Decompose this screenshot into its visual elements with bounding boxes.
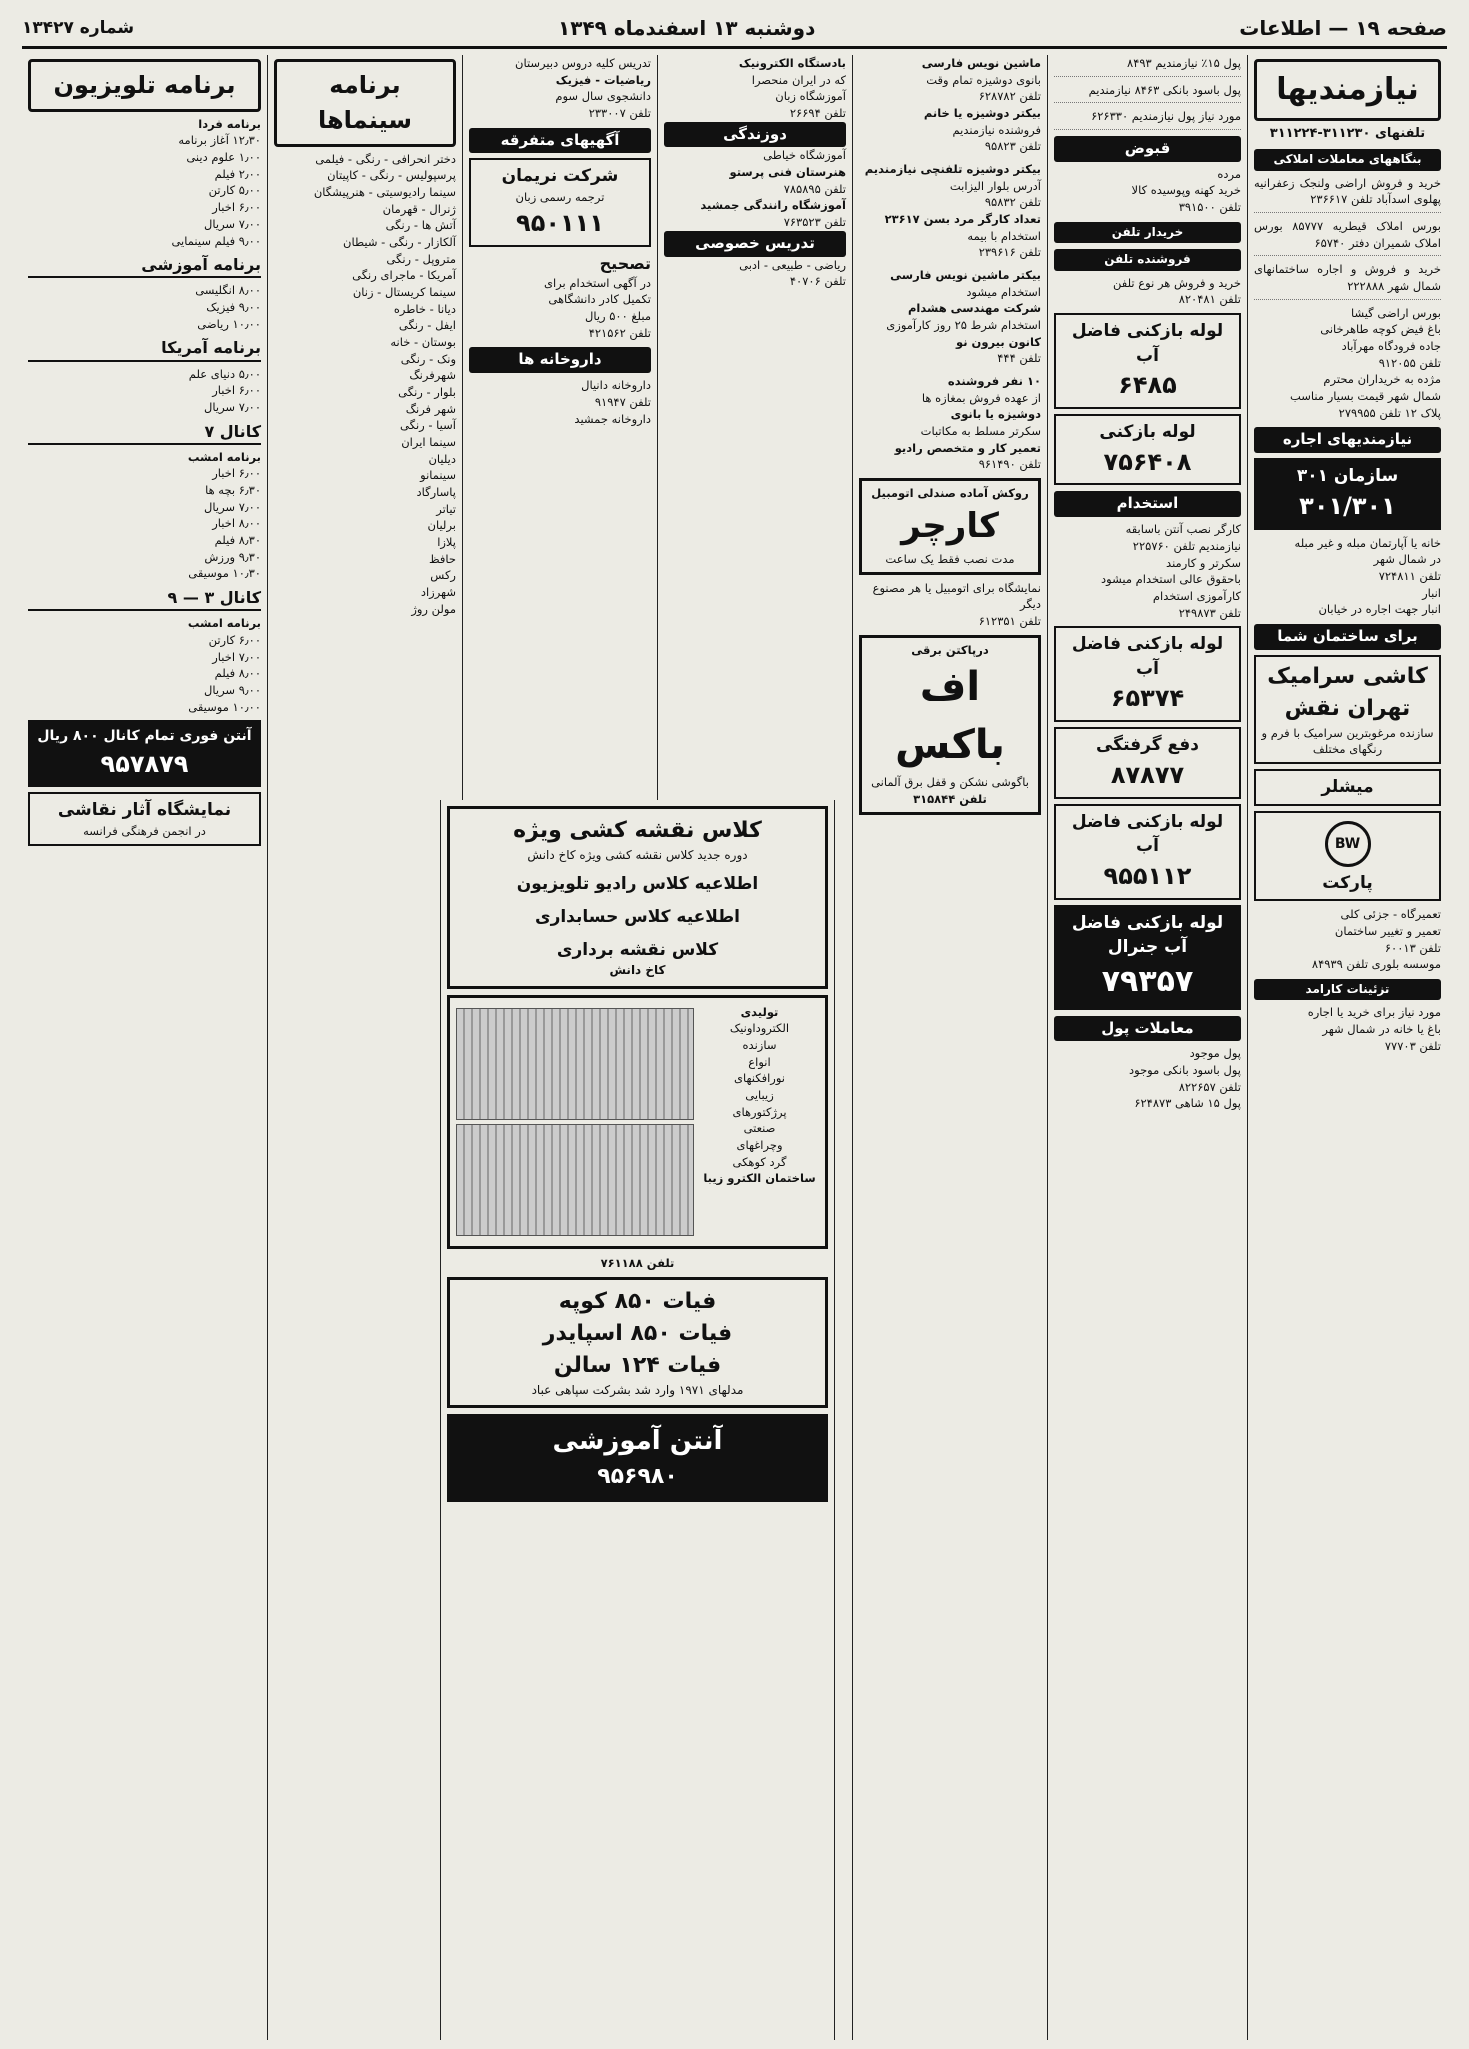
ad-box-title: لوله بازکنی فاضل آب bbox=[1071, 811, 1224, 857]
cinema-item: آمریکا - ماجرای رنگی bbox=[352, 268, 456, 283]
section-rent: نیازمندیهای اجاره bbox=[1254, 427, 1441, 453]
tv-item: ۷٫۰۰ سریال bbox=[204, 399, 261, 414]
ad-line: تلفن ۲۳۹۶۱۶ bbox=[978, 245, 1041, 260]
ad-line: فروشنده نیازمندیم bbox=[952, 122, 1041, 137]
tv-channel7-title: کانال ۷ bbox=[28, 420, 261, 445]
ad-box-phone: تلفن ۳۱۵۸۴۴ bbox=[913, 792, 987, 807]
lamp-image-icon bbox=[456, 1008, 694, 1120]
ad-box-number: ۷۵۶۴۰۸ bbox=[1103, 447, 1192, 476]
ad-line: خرید و فروش هر نوع تلفن bbox=[1113, 275, 1241, 290]
cinema-item: شهرفرنگ bbox=[409, 368, 456, 383]
ad-line: شمال شهر قیمت بسیار مناسب bbox=[1289, 389, 1441, 404]
ad-box-title: اطلاعیه کلاس رادیو تلویزیون bbox=[516, 874, 759, 895]
ad-line: مرده bbox=[1217, 166, 1241, 181]
ad-real-estate-2: بورس املاک قیطریه ۸۵۷۷۷ بورس املاک شمیران دفتر ۶۵۷۴۰ bbox=[1254, 218, 1441, 256]
tv-item: ۲٫۰۰ فیلم bbox=[214, 166, 261, 181]
tv-item: ۹٫۰۰ فیلم سینمایی bbox=[171, 233, 261, 248]
ad-line: تلفن ۲۶۶۹۴ bbox=[789, 106, 846, 121]
ad-line: سکرتر و کارمند bbox=[1166, 555, 1241, 570]
cinema-item: شهر فرنگ bbox=[405, 401, 456, 416]
classifieds-title: نیازمندیها bbox=[1254, 59, 1441, 121]
lighting-text bbox=[700, 1004, 819, 1240]
ad-line: تلفن ۷۷۷۰۳ bbox=[1384, 1038, 1441, 1053]
ad-line: استخدام با بیمه bbox=[967, 228, 1041, 243]
cinema-item: دیلیان bbox=[428, 451, 456, 466]
ad-box-text: دوره جدید کلاس نقشه کشی ویژه کاخ دانش bbox=[527, 847, 748, 862]
tv-item: برنامه امشب bbox=[187, 616, 261, 631]
ad-lines-3-5 bbox=[859, 580, 1041, 630]
ad-lines-4 bbox=[1254, 1004, 1441, 1054]
ad-line: تلفن ۲۴۹۸۷۳ bbox=[1178, 605, 1241, 620]
ad-line: در آگهی استخدام برای bbox=[543, 275, 651, 290]
ad-money-2: پول باسود بانکی ۸۴۶۳ نیازمندیم bbox=[1054, 82, 1241, 104]
bw-logo-icon: BW bbox=[1325, 821, 1371, 867]
cinema-list bbox=[274, 151, 456, 618]
ad-line: تلفن ۶۰۰۱۳ bbox=[1384, 940, 1441, 955]
ad-box-title: شرکت نریمان bbox=[501, 166, 619, 187]
ad-lighting-phone: تلفن ۷۶۱۱۸۸ bbox=[600, 1255, 675, 1270]
ad-line: تلفن ۶۲۸۷۸۲ bbox=[978, 89, 1041, 104]
ad-line: باغ یا خانه در شمال شهر bbox=[1322, 1021, 1441, 1036]
ad-line: انبار bbox=[1422, 585, 1441, 600]
ad-line: صنعتی bbox=[743, 1121, 776, 1136]
ad-line: تلفن ۴۴۴ bbox=[997, 351, 1041, 366]
ad-line: استخدام میشود bbox=[966, 284, 1041, 299]
ad-box-text: در انجمن فرهنگی فرانسه bbox=[83, 824, 206, 839]
ad-line: باحقوق عالی استخدام میشود bbox=[1101, 572, 1241, 587]
ad-line: جاده فرودگاه مهرآباد bbox=[1341, 339, 1441, 354]
cinema-item: دختر انحرافی - رنگی - فیلمی bbox=[315, 151, 456, 166]
page-number: صفحه ۱۹ — اطلاعات bbox=[1239, 16, 1447, 40]
ad-line: تولیدی bbox=[740, 1004, 779, 1019]
section-building: برای ساختمان شما bbox=[1254, 624, 1441, 650]
ad-line: ریاضیات - فیزیک bbox=[555, 72, 651, 87]
ad-line: بورس اراضی گیشا bbox=[1350, 305, 1441, 320]
ad-line: تلفن ۹۱۹۴۷ bbox=[594, 394, 651, 409]
ad-line: انواع bbox=[748, 1054, 771, 1069]
ad-line: پول موجود bbox=[1189, 1046, 1241, 1061]
ad-line: تلفن ۶۱۲۳۵۱ bbox=[978, 614, 1041, 629]
ad-line: خانه یا آپارتمان مبله و غیر مبله bbox=[1294, 535, 1441, 550]
ad-line: تکمیل کادر دانشگاهی bbox=[548, 292, 651, 307]
ad-lines-phone bbox=[1054, 275, 1241, 308]
cinema-item: رکس bbox=[430, 568, 456, 583]
tv-item: ۸٫۰۰ فیلم bbox=[214, 666, 261, 681]
ad-box-title: آنتن فوری تمام کانال ۸۰۰ ریال bbox=[37, 728, 252, 745]
floodlight-image-icon bbox=[456, 1124, 694, 1236]
section-pharmacies: داروخانه ها bbox=[469, 347, 651, 373]
ad-lines-5-2 bbox=[469, 252, 651, 342]
section-employment: استخدام bbox=[1054, 491, 1241, 517]
ad-box-mischler bbox=[1254, 769, 1441, 806]
ad-line: از عهده فروش بمغازه ها bbox=[921, 390, 1041, 405]
ad-line: تلفن ۷۲۴۸۱۱ bbox=[1378, 569, 1441, 583]
ad-drafting-class bbox=[447, 806, 828, 989]
ad-line: پول ۱۵ شاهی ۶۲۴۸۷۳ bbox=[1134, 1096, 1241, 1111]
ad-box-title: لوله بازکنی فاضل آب bbox=[1071, 320, 1224, 366]
ad-box-plumbing-1 bbox=[1054, 313, 1241, 409]
ad-box-number: ۸۷۸۷۷ bbox=[1110, 760, 1185, 789]
ad-box-title: سازمان ۳۰۱ bbox=[1296, 466, 1399, 487]
cinemas-title: برنامه سینماها bbox=[274, 59, 456, 147]
ad-line: تلفن ۴۰۷۰۶ bbox=[789, 274, 846, 289]
ad-line: تعمیرگاه - جزئی کلی bbox=[1340, 907, 1441, 922]
section-receipts: قبوض bbox=[1054, 136, 1241, 162]
ad-line: الکتروداونیک bbox=[729, 1021, 790, 1036]
ad-box-title: اطلاعیه کلاس حسابداری bbox=[534, 906, 741, 927]
ad-line: تلفن ۸۲۲۶۵۷ bbox=[1178, 1079, 1241, 1094]
ad-box-plumbing-2 bbox=[1054, 414, 1241, 485]
ad-box-title: لوله بازکنی فاضل آب جنرال bbox=[1071, 912, 1224, 958]
ad-line: بادستگاه الکترونیک bbox=[738, 56, 846, 70]
ad-line: تصحیح bbox=[599, 253, 651, 273]
ad-line: خرید کهنه وپوسیده کالا bbox=[1131, 183, 1241, 198]
tv-channel3-title: کانال ۳ — ۹ bbox=[28, 586, 261, 611]
section-phone-buyer: خریدار تلفن bbox=[1054, 222, 1241, 243]
ad-lines-4-2 bbox=[664, 197, 846, 289]
cinema-item: پاسارگاد bbox=[416, 485, 456, 500]
ad-line: موسسه بلوری تلفن ۸۴۹۳۹ bbox=[1311, 957, 1441, 972]
tv-item: ۹٫۰۰ سریال bbox=[204, 683, 261, 698]
ad-line: نورافکنهای bbox=[733, 1071, 785, 1086]
ad-box-brand: کارچر bbox=[901, 505, 999, 546]
tv-educational-title: برنامه آموزشی bbox=[28, 253, 261, 278]
tv-item: ۹٫۳۰ ورزش bbox=[204, 549, 261, 564]
cinema-item: بوستان - خانه bbox=[390, 334, 456, 349]
ad-box-plumbing-3 bbox=[1054, 626, 1241, 722]
ad-line: وچراغهای bbox=[736, 1137, 783, 1152]
ad-line: نیازمندیم تلفن ۲۲۵۷۶۰ bbox=[1132, 538, 1241, 553]
ad-box-title: میشلر bbox=[1321, 776, 1374, 797]
column-classifieds-1 bbox=[1247, 55, 1447, 2040]
ad-real-estate-1: خرید و فروش اراضی ولنجک زعفرانیه پهلوی اسدآباد تلفن ۲۳۶۶۱۷ bbox=[1254, 175, 1441, 213]
ad-box-antenna-all bbox=[28, 720, 261, 787]
ad-real-estate-3: خرید و فروش و اجاره ساختمانهای شمال شهر ۲۲۲۸۸۸ bbox=[1254, 261, 1441, 299]
ad-line: تلفن ۴۲۱۵۶۲ bbox=[588, 325, 651, 340]
column-tv bbox=[22, 55, 267, 2040]
classifieds-phones: تلفنهای ۳۱۱۲۳۰-۳۱۱۲۲۴ bbox=[1269, 125, 1426, 141]
tv-list bbox=[28, 116, 261, 249]
cinema-item: سینما ایران bbox=[401, 435, 456, 450]
ad-lines-2 bbox=[1254, 535, 1441, 618]
column-classifieds-3 bbox=[852, 55, 1047, 2040]
ad-line: مژده به خریداران محترم bbox=[1323, 372, 1441, 387]
ad-box-301 bbox=[1254, 458, 1441, 529]
ad-lines-5-3 bbox=[469, 377, 651, 427]
ad-line: کارگر نصب آنتن باسابقه bbox=[1125, 522, 1241, 537]
cinema-item: آسیا - رنگی bbox=[400, 418, 456, 433]
ad-line: تلفن ۹۶۱۴۹۰ bbox=[978, 457, 1041, 472]
ad-line: هنرستان فنی پرستو bbox=[729, 165, 846, 180]
ad-box-text: مدت نصب فقط یک ساعت bbox=[885, 552, 1015, 567]
ad-line: آموزشگاه رانندگی جمشید bbox=[700, 198, 846, 213]
ad-line: آموزشگاه خیاطی bbox=[763, 148, 846, 163]
ad-line: ۱۰ نفر فروشنده bbox=[947, 374, 1041, 389]
ad-box-title: درپاکتن برقی bbox=[911, 642, 989, 657]
ad-line: بانوی دوشیزه تمام وقت bbox=[926, 72, 1041, 87]
ad-lines-3-3 bbox=[859, 267, 1041, 367]
cinema-item: سینمانو bbox=[420, 468, 456, 483]
ad-line: ریاضی - طبیعی - ادبی bbox=[739, 257, 846, 272]
ad-antenna-education bbox=[447, 1414, 828, 1502]
tv-item: برنامه امشب bbox=[187, 449, 261, 464]
ad-box-tile bbox=[1254, 655, 1441, 764]
tv-item: ۷٫۰۰ سریال bbox=[204, 499, 261, 514]
ad-box-art-exhibition bbox=[28, 792, 261, 845]
tv-item: ۶٫۰۰ اخبار bbox=[212, 200, 261, 215]
ad-lines-3-4 bbox=[859, 373, 1041, 473]
section-decor: تزئینات کارامد bbox=[1254, 979, 1441, 1000]
ad-line: داروخانه جمشید bbox=[574, 411, 651, 426]
ad-box-number: ۶۴۸۵ bbox=[1118, 371, 1177, 400]
section-phone-seller: فروشنده تلفن bbox=[1054, 249, 1241, 270]
ad-line: ساختمان الکترو زیبا bbox=[703, 1171, 816, 1186]
masthead bbox=[22, 10, 1447, 49]
cinema-item: دیانا - خاطره bbox=[393, 301, 456, 316]
ad-line: زیبایی bbox=[745, 1087, 774, 1102]
ad-line: تدریس کلیه دروس دبیرستان bbox=[515, 56, 651, 70]
ad-line: آدرس بلوار الیزابت bbox=[949, 178, 1041, 193]
ad-line: تعداد کارگر مرد بسن ۲۳۶۱۷ bbox=[884, 212, 1041, 227]
ad-line: در شمال شهر bbox=[1373, 552, 1441, 567]
cinema-item: پرسپولیس - رنگی - کاپیتان bbox=[327, 168, 456, 183]
ad-line: کانون بیرون نو bbox=[955, 334, 1041, 349]
tv-channel3-list bbox=[28, 615, 261, 715]
ad-box-number: ۷۹۳۵۷ bbox=[1101, 964, 1194, 1000]
tv-item: ۱٫۰۰ علوم دینی bbox=[186, 150, 261, 165]
cinema-item: حافظ bbox=[428, 551, 456, 566]
ad-box-title: نمایشگاه آثار نقاشی bbox=[57, 800, 232, 821]
ad-line: تلفن ۸۲۰۴۸۱ bbox=[1178, 292, 1241, 307]
tv-channel7-list bbox=[28, 449, 261, 582]
tv-title: برنامه تلویزیون bbox=[28, 59, 261, 112]
ad-box-text: سازنده مرغوبترین سرامیک با فرم و رنگهای مختلف bbox=[1261, 725, 1434, 757]
ad-box-title: لوله بازکنی فاضل آب bbox=[1071, 634, 1224, 679]
cinema-item: پلازا bbox=[437, 535, 456, 550]
section-private-tutoring: تدریس خصوصی bbox=[664, 231, 846, 257]
ad-box-number: ۹۵۷۸۷۹ bbox=[100, 749, 189, 778]
tv-item: برنامه فردا bbox=[198, 116, 261, 131]
tv-item: ۶٫۰۰ اخبار bbox=[212, 466, 261, 481]
ad-box-title: لوله بازکنی bbox=[1099, 421, 1196, 442]
ad-box-brand: اف باکس bbox=[895, 664, 1005, 769]
wide-ads-area bbox=[440, 800, 835, 2040]
ad-line: تعمیر و تغییر ساختمان bbox=[1334, 923, 1441, 938]
ad-box-karcher bbox=[859, 478, 1041, 575]
ad-box-general bbox=[1054, 905, 1241, 1010]
cinema-item: سینما رادیوسیتی - هنرپیشگان bbox=[313, 184, 456, 199]
ad-line: تلفن ۳۹۱۵۰۰ bbox=[1178, 200, 1241, 215]
cinema-item: شهرزاد bbox=[420, 585, 456, 600]
ad-line: شرکت مهندسی هشدام bbox=[907, 301, 1041, 316]
cinema-item: سینما کریستال - زنان bbox=[352, 284, 456, 299]
cinema-item: آلکازار - رنگی - شیطان bbox=[343, 234, 456, 249]
ad-box-title: فیات ۱۲۴ سالن bbox=[553, 1353, 722, 1379]
ad-box-number: ۹۵۵۱۱۲ bbox=[1103, 862, 1192, 890]
column-classifieds-2 bbox=[1047, 55, 1247, 2040]
ad-lines-5-1 bbox=[469, 55, 651, 122]
ad-line: مبلغ ۵۰۰ ریال bbox=[584, 309, 651, 324]
ad-line: مورد نیاز برای خرید یا اجاره bbox=[1307, 1005, 1441, 1020]
ad-box-nariman bbox=[469, 158, 651, 246]
ad-box-title: کلاس نقشه کشی ویژه bbox=[513, 818, 762, 843]
ad-line: دوشیزه یا بانوی bbox=[950, 407, 1041, 422]
tv-educational-list bbox=[28, 282, 261, 332]
tv-item: ۸٫۰۰ اخبار bbox=[212, 516, 261, 531]
ad-line: گرد کوهکی bbox=[732, 1154, 787, 1169]
cinema-item: متروپل - رنگی bbox=[386, 251, 456, 266]
ad-box-plumbing-4 bbox=[1054, 804, 1241, 900]
tv-item: ۱۰٫۰۰ موسیقی bbox=[188, 699, 261, 714]
ad-money-3: مورد نیاز پول نیازمندیم ۶۲۶۳۳۰ bbox=[1054, 108, 1241, 130]
cinema-item: ژنرال - قهرمان bbox=[382, 201, 456, 216]
tv-america-title: برنامه آمریکا bbox=[28, 336, 261, 361]
cinema-item: بلوار - رنگی bbox=[398, 385, 456, 399]
tv-item: ۱۰٫۰۰ ریاضی bbox=[197, 316, 261, 331]
ad-line: کارآموزی استخدام bbox=[1152, 588, 1241, 603]
section-misc: آگهیهای متفرقه bbox=[469, 128, 651, 154]
ad-lines-receipts bbox=[1054, 166, 1241, 216]
ad-box-text: کاخ دانش bbox=[609, 963, 666, 978]
ad-money-1: پول ۱۵٪ نیازمندیم ۸۴۹۳ bbox=[1054, 55, 1241, 77]
ad-box-text: باگوشی نشکن و قفل برق آلمانی bbox=[871, 775, 1029, 790]
tv-item: ۶٫۳۰ بچه ها bbox=[205, 483, 261, 498]
ad-box-parquet bbox=[1254, 811, 1441, 902]
ad-lines-4-1 bbox=[664, 55, 846, 197]
tv-america-list bbox=[28, 366, 261, 416]
ad-line: که در ایران منحصرا bbox=[751, 72, 846, 87]
ad-box-title: روکش آماده صندلی اتومبیل bbox=[871, 486, 1029, 501]
ad-box-title: فیات ۸۵۰ کوپه bbox=[558, 1289, 717, 1315]
ad-line: تلفن ۹۵۸۲۳ bbox=[984, 139, 1041, 154]
ad-line: پلاک ۱۲ تلفن ۲۷۹۹۵۵ bbox=[1338, 405, 1441, 420]
ad-box-number: ۶۵۳۷۴ bbox=[1110, 684, 1185, 713]
section-money: معاملات پول bbox=[1054, 1016, 1241, 1042]
cinema-item: مولن روژ bbox=[411, 601, 456, 616]
cinema-item: آتش ها - رنگی bbox=[385, 218, 456, 233]
ad-line: تلفن ۹۱۲۰۵۵ bbox=[1378, 355, 1441, 370]
ad-lines-1 bbox=[1254, 305, 1441, 422]
issue-date: دوشنبه ۱۳ اسفندماه ۱۳۴۹ bbox=[558, 16, 816, 40]
ad-line: باغ فیض کوچه طاهرخانی bbox=[1320, 322, 1441, 337]
tv-item: ۸٫۰۰ انگلیسی bbox=[195, 283, 261, 298]
ad-line: آموزشگاه زبان bbox=[775, 89, 846, 104]
cinema-item: ایفل - رنگی bbox=[398, 318, 456, 333]
ad-line: بیکتر ماشین نویس فارسی bbox=[890, 268, 1041, 283]
section-sewing: دوزندگی bbox=[664, 122, 846, 148]
ad-line: تعمیر کار و متخصص رادیو bbox=[894, 440, 1041, 455]
ad-lines-employment bbox=[1054, 521, 1241, 621]
ad-line: نمایشگاه برای اتومبیل یا هر مصنوع دیگر bbox=[872, 580, 1041, 612]
ad-box-number: ۹۵۰۱۱۱ bbox=[516, 208, 604, 237]
ad-line: تلفن ۷۸۵۸۹۵ bbox=[783, 181, 846, 196]
tv-item: ۱۲٫۳۰ آغاز برنامه bbox=[178, 133, 261, 148]
ad-line: پول باسود بانکی موجود bbox=[1129, 1063, 1241, 1077]
ad-line: سکرتر مسلط به مکاتبات bbox=[920, 424, 1041, 439]
ad-box-title: فیات ۸۵۰ اسپایدر bbox=[542, 1321, 733, 1347]
ad-line: تلفن ۲۳۳۰۰۷ bbox=[588, 106, 651, 121]
ad-box-title: آنتن آموزشی bbox=[552, 1426, 723, 1457]
section-real-estate: بنگاههای معاملات املاکی bbox=[1254, 149, 1441, 170]
ad-lines-3 bbox=[1254, 906, 1441, 973]
ad-line: تلفن ۷۶۳۵۲۳ bbox=[783, 215, 846, 230]
tv-item: ۷٫۰۰ اخبار bbox=[212, 649, 261, 664]
ad-box-title: پارکت bbox=[1322, 872, 1373, 893]
ad-line: داروخانه دانیال bbox=[581, 378, 651, 393]
lighting-images bbox=[456, 1004, 694, 1240]
ad-box-title: دفع گرفتگی bbox=[1095, 735, 1199, 756]
ad-line: ماشین نویس فارسی bbox=[921, 56, 1041, 70]
tv-item: ۹٫۰۰ فیزیک bbox=[206, 300, 261, 315]
ad-fiat bbox=[447, 1277, 828, 1408]
ad-line: بیکتر دوشیزه یا خانم bbox=[923, 106, 1041, 121]
ad-box-title: کلاس نقشه برداری bbox=[556, 939, 719, 960]
ad-box-number: ۹۵۶۹۸۰ bbox=[597, 1464, 678, 1490]
ad-lines-3-2 bbox=[859, 161, 1041, 261]
ad-box-number: ۳۰۱/۳۰۱ bbox=[1299, 491, 1396, 520]
ad-line: بیکتر دوشیزه تلفنچی نیازمندیم bbox=[864, 162, 1041, 177]
tv-item: ۵٫۰۰ کارتن bbox=[208, 183, 261, 198]
tv-item: ۵٫۰۰ دنیای علم bbox=[188, 366, 261, 381]
ad-lines-money bbox=[1054, 1045, 1241, 1112]
ad-lines-3-1 bbox=[859, 55, 1041, 155]
ad-line: سازنده bbox=[742, 1037, 777, 1052]
cinema-item: برلیان bbox=[427, 518, 456, 533]
cinema-item: تیاتر bbox=[436, 501, 456, 516]
ad-line: انبار جهت اجاره در خیابان bbox=[1318, 602, 1441, 617]
column-cinemas bbox=[267, 55, 462, 2040]
tv-item: ۶٫۰۰ اخبار bbox=[212, 383, 261, 398]
issue-number: شماره ۱۳۴۲۷ bbox=[22, 18, 135, 38]
ad-line: استخدام شرط ۲۵ روز کارآموزی bbox=[886, 318, 1041, 333]
tv-item: ۶٫۰۰ کارتن bbox=[208, 633, 261, 647]
ad-box-text: مدلهای ۱۹۷۱ وارد شد بشرکت سپاهی عباد bbox=[531, 1382, 744, 1397]
ad-line: پرژکتورهای bbox=[732, 1104, 787, 1119]
tv-item: ۱۰٫۳۰ موسیقی bbox=[188, 566, 261, 581]
ad-box-text: ترجمه رسمی زبان bbox=[515, 190, 605, 205]
ad-box-afbox bbox=[859, 635, 1041, 815]
ad-box-title: کاشی سرامیک تهران نقش bbox=[1267, 663, 1428, 721]
ad-lighting-products bbox=[447, 995, 828, 1249]
ad-line: دانشجوی سال سوم bbox=[555, 89, 651, 104]
ad-box-drain bbox=[1054, 727, 1241, 798]
tv-item: ۸٫۳۰ فیلم bbox=[214, 533, 261, 548]
ad-line: تلفن ۹۵۸۳۲ bbox=[984, 195, 1041, 210]
tv-item: ۷٫۰۰ سریال bbox=[204, 216, 261, 231]
cinema-item: ونک - رنگی bbox=[400, 351, 456, 366]
